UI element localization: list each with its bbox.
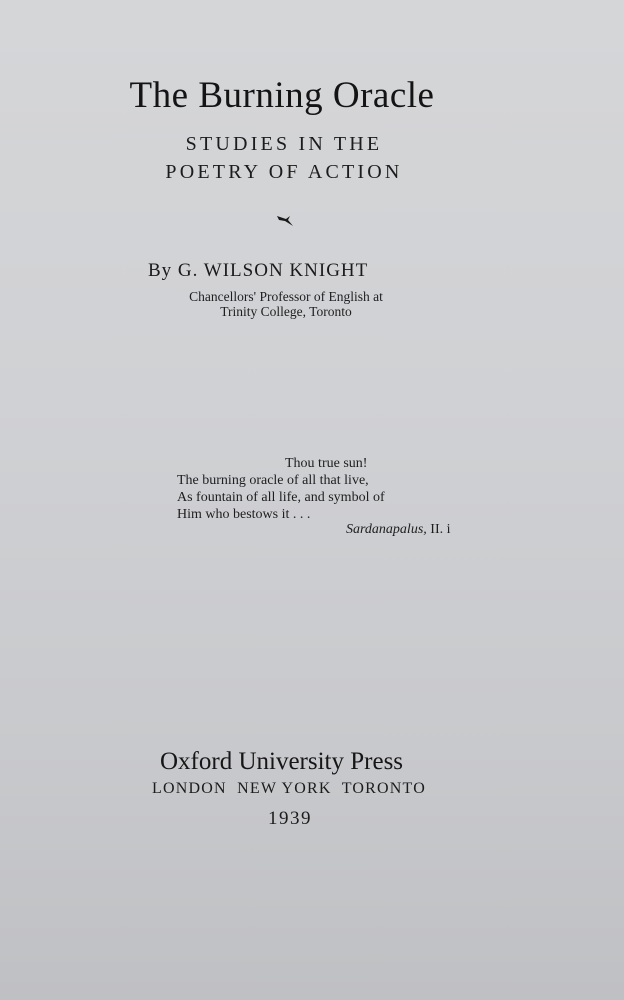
subtitle-line-2: POETRY OF ACTION <box>165 161 403 183</box>
epigraph-line: The burning oracle of all that live, <box>177 473 369 488</box>
bird-ornament-icon <box>276 214 294 228</box>
book-title: The Burning Oracle <box>129 75 435 116</box>
affiliation-line-2: Trinity College, Toronto <box>220 304 352 319</box>
publisher-name: Oxford University Press <box>160 748 404 775</box>
subtitle-line-1: STUDIES IN THE <box>185 133 383 155</box>
publisher-cities: LONDON NEW YORK TORONTO <box>152 780 426 797</box>
epigraph-citation <box>346 522 451 538</box>
epigraph-line: Thou true sun! <box>285 456 368 471</box>
affiliation-line-1: Chancellors' Professor of English at <box>189 289 383 304</box>
citation-reference: II. i <box>430 522 451 537</box>
epigraph-line: As fountain of all life, and symbol of <box>177 490 385 505</box>
author-line: By G. WILSON KNIGHT <box>148 260 369 281</box>
citation-work: Sardanapalus, <box>346 522 427 537</box>
epigraph-line: Him who bestows it . . . <box>177 507 311 522</box>
publication-year: 1939 <box>268 808 312 829</box>
